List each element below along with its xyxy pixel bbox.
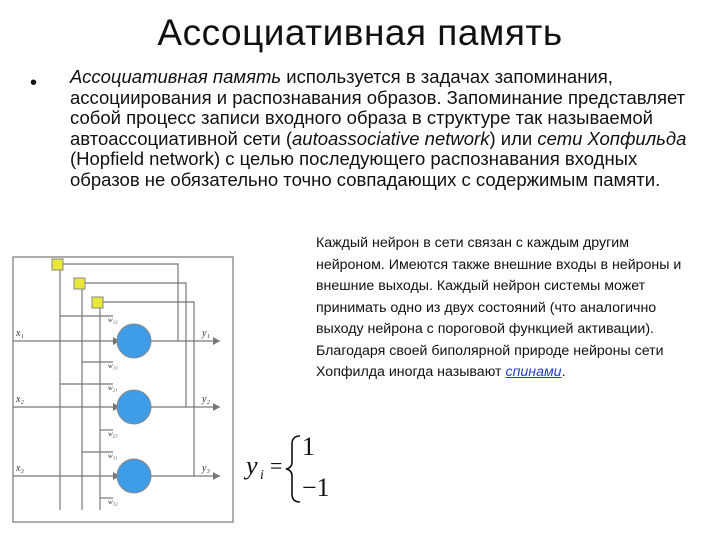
delay-box-2	[74, 278, 85, 289]
weight-label-w13: w₁₃	[108, 362, 118, 370]
output-label-2: y₂	[202, 394, 210, 405]
weight-label-w31: w₃₁	[108, 452, 118, 460]
weight-label-w23: w₂₃	[108, 430, 118, 438]
weight-label-w12: w₁₂	[108, 316, 118, 324]
bullet-text-1: используется в задачах запоминания, ассоциирования и распознавания образов. Запоминание представляет собой процесс записи входного образа в структуре так называемой автоассоциативной сети (	[70, 66, 686, 149]
hopfield-diagram	[10, 250, 235, 525]
neuron-3	[117, 459, 151, 493]
output-arrowhead-3	[213, 472, 220, 480]
side-text-end: .	[561, 364, 566, 380]
side-paragraph	[316, 233, 696, 384]
output-arrowhead-1	[213, 337, 220, 345]
neuron-2	[117, 390, 151, 424]
side-text: Каждый нейрон в сети связан с каждым другим нейроном. Имеются также внешние входы в нейроны и внешние выходы. Каждый нейрон системы может принимать одно из двух состояний (что аналогично выходу нейрона с пороговой функцией активации). Благодаря своей биполярной природе нейроны сети Хопфилда иногда называют	[316, 235, 682, 380]
formula-equals: =	[270, 453, 283, 478]
term-associative-memory: Ассоциативная память	[70, 66, 282, 87]
input-label-3: x₃	[16, 463, 24, 474]
formula-brace	[286, 436, 300, 502]
formula-case-top: 1	[302, 432, 315, 461]
input-label-2: x₂	[16, 394, 24, 405]
term-autoassociative-network: autoassociative network	[292, 127, 490, 149]
bullet-paragraph	[70, 67, 695, 190]
delay-box-1	[52, 259, 63, 270]
formula-subscript: i	[260, 468, 264, 483]
output-arrowhead-2	[213, 403, 220, 411]
weight-label-w21: w₂₁	[108, 384, 118, 392]
formula-y: y	[246, 451, 258, 480]
bullet-text-2: ) или	[489, 127, 538, 149]
weight-label-w32: w₃₂	[108, 498, 118, 506]
neuron-1	[117, 324, 151, 358]
spins-link[interactable]: спинами	[505, 364, 562, 380]
output-label-3: y₃	[202, 463, 210, 474]
bullet-text-3: (Hopfield network) с целью последующего распознавания входных образов не обязательно точно совпадающих с содержимым памяти.	[70, 148, 661, 190]
delay-box-3	[92, 297, 103, 308]
formula-case-bottom: −1	[302, 473, 330, 502]
bullet-marker: •	[30, 72, 38, 94]
input-label-1: x₁	[16, 328, 24, 339]
term-hopfield-network: сети Хопфильда	[537, 127, 687, 149]
output-label-1: y₁	[202, 328, 210, 339]
activation-formula	[240, 428, 360, 508]
slide-title: Ассоциативная память	[157, 12, 563, 53]
